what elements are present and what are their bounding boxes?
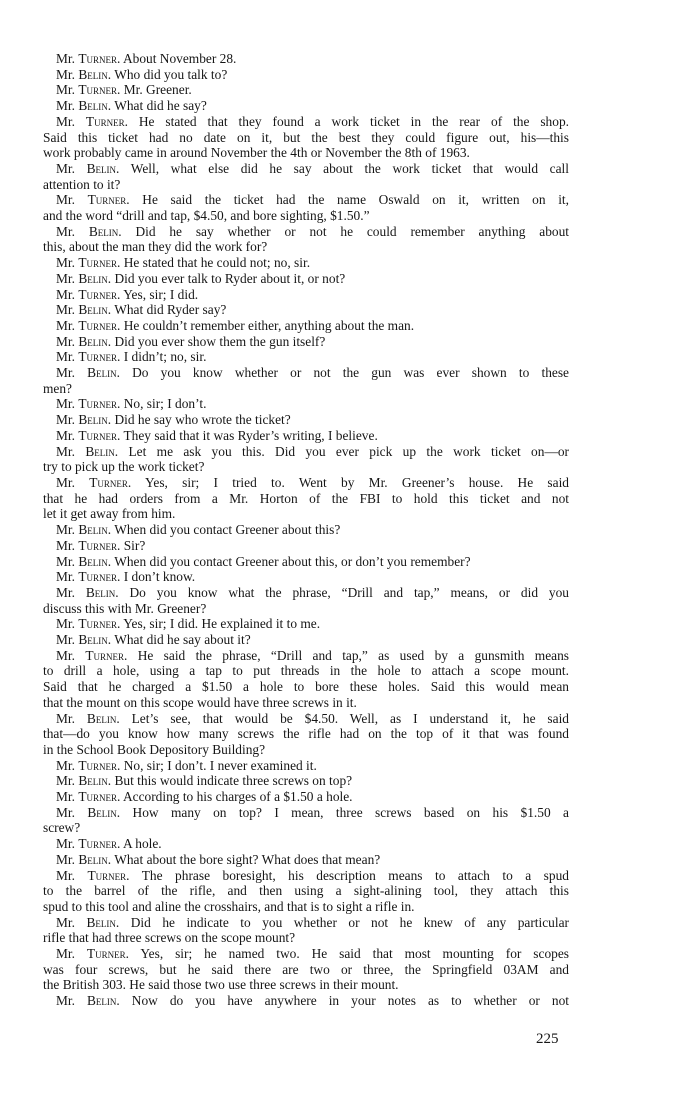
speaker-name: Turner. [78,286,121,302]
line-text: men? [43,380,72,396]
text-line [43,271,569,287]
speaker-paragraph [43,538,569,554]
text-line [43,648,569,664]
text-line [43,51,569,67]
speaker-paragraph [43,852,569,868]
text-line [43,742,569,758]
speaker-paragraph [43,993,569,1009]
speaker-name: Turner. [89,474,132,490]
speaker-name: Belin. [78,553,112,569]
line-text: What did he say about it? [114,632,251,648]
speaker-name: Turner. [78,569,121,585]
speaker-name: Turner. [78,396,121,412]
text-line [43,820,569,836]
speaker-paragraph [43,428,569,444]
text-line [43,538,569,554]
text-line [43,491,569,507]
speaker-honorific: Mr. [56,443,86,459]
text-line [43,145,569,161]
line-text: Said this ticket had no date on it, but the best they could figure out, his—this [43,129,569,145]
text-line [43,365,569,381]
speaker-honorific: Mr. [56,851,79,867]
text-line [43,726,569,742]
text-line [43,883,569,899]
speaker-paragraph [43,585,569,616]
text-line [43,632,569,648]
speaker-honorific: Mr. [56,396,79,412]
speaker-name: Turner. [78,757,121,773]
text-line [43,192,569,208]
line-text: He said the ticket had the name Oswald on it, written on it, [142,192,569,208]
speaker-paragraph [43,773,569,789]
speaker-honorific: Mr. [56,584,86,600]
line-text: He said the phrase, “Drill and tap,” as used by a gunsmith means [137,647,569,663]
text-line [43,663,569,679]
speaker-name: Turner. [78,82,121,98]
speaker-paragraph [43,302,569,318]
line-text: The phrase boresight, his description means to attach to a spud [141,867,569,883]
speaker-paragraph [43,836,569,852]
text-line [43,287,569,303]
speaker-honorific: Mr. [56,51,79,66]
speaker-name: Turner. [78,51,121,66]
text-line [43,224,569,240]
text-line [43,773,569,789]
text-line [43,396,569,412]
speaker-name: Belin. [78,522,112,538]
speaker-honorific: Mr. [56,270,79,286]
text-line [43,616,569,632]
speaker-name: Belin. [86,710,120,726]
line-text: spud to this tool and aline the crosshairs, and that is to sight a rifle in. [43,898,415,914]
text-line [43,459,569,475]
speaker-paragraph [43,318,569,334]
speaker-honorific: Mr. [56,773,79,789]
line-text: Did he say who wrote the ticket? [114,412,291,428]
text-line [43,177,569,193]
line-text: to drill a hole, using a tap to put threads in the hole to attach a scope mount. [43,663,569,679]
text-line [43,930,569,946]
speaker-honorific: Mr. [56,160,87,176]
speaker-paragraph [43,946,569,993]
text-line [43,789,569,805]
text-line [43,255,569,271]
text-line [43,836,569,852]
line-text: What did Ryder say? [114,302,227,318]
speaker-paragraph [43,334,569,350]
speaker-honorific: Mr. [56,82,79,98]
line-text: Let me ask you this. Did you ever pick up the work ticket on—or [128,443,569,459]
speaker-name: Belin. [86,160,120,176]
line-text: Let’s see, that would be $4.50. Well, as I understand it, he said [131,710,570,726]
line-text: Who did you talk to? [114,66,228,82]
speaker-name: Turner. [78,789,121,805]
line-text: How many on top? I mean, three screws based on his $1.50 a [132,804,569,820]
line-text: Did you ever talk to Ryder about it, or not? [114,270,346,286]
speaker-paragraph [43,287,569,303]
speaker-paragraph [43,632,569,648]
speaker-name: Belin. [78,773,112,789]
line-text: According to his charges of a $1.50 a hole. [122,789,353,805]
line-text: the British 303. He said those two use three screws in their mount. [43,977,399,993]
text-line [43,993,569,1009]
text-line [43,758,569,774]
speaker-name: Belin. [85,443,119,459]
speaker-name: Belin. [78,98,112,114]
line-text: What about the bore sight? What does that mean? [114,851,381,867]
speaker-name: Belin. [87,993,120,1009]
line-text: No, sir; I don’t. I never examined it. [123,757,317,773]
speaker-paragraph [43,868,569,915]
line-text: that he had orders from a Mr. Horton of the FBI to hold this ticket and not [43,490,569,506]
text-line [43,868,569,884]
speaker-honorific: Mr. [56,632,79,648]
text-line [43,412,569,428]
speaker-paragraph [43,412,569,428]
speaker-paragraph [43,255,569,271]
text-line [43,915,569,931]
text-line [43,82,569,98]
speaker-paragraph [43,711,569,758]
speaker-honorific: Mr. [56,537,79,553]
line-text: Yes, sir; he named two. He said that most mounting for scopes [140,946,570,962]
speaker-honorific: Mr. [56,757,79,773]
speaker-honorific: Mr. [56,349,79,365]
speaker-paragraph [43,648,569,711]
text-line [43,302,569,318]
speaker-honorific: Mr. [56,98,79,114]
speaker-honorific: Mr. [56,804,88,820]
speaker-paragraph [43,82,569,98]
speaker-honorific: Mr. [56,789,79,805]
speaker-name: Turner. [85,647,128,663]
line-text: in the School Book Depository Building? [43,741,266,757]
speaker-name: Belin. [78,851,112,867]
line-text: rifle that had three screws on the scope mount? [43,930,296,946]
speaker-paragraph [43,67,569,83]
line-text: Mr. Greener. [123,82,192,98]
line-text: A hole. [122,836,162,852]
speaker-name: Turner. [78,537,121,553]
speaker-name: Belin. [85,584,119,600]
text-line [43,208,569,224]
speaker-paragraph [43,915,569,946]
text-line [43,946,569,962]
text-line [43,962,569,978]
line-text: I don’t know. [123,569,196,585]
text-line [43,805,569,821]
line-text: Did he indicate to you whether or not he knew of any particular [130,914,570,930]
speaker-honorific: Mr. [56,710,87,726]
text-line [43,349,569,365]
text-line [43,601,569,617]
line-text: Did you ever show them the gun itself? [114,333,326,349]
text-line [43,114,569,130]
speaker-honorific: Mr. [56,867,88,883]
line-text: But this would indicate three screws on top? [114,773,353,789]
line-text: He stated that they found a work ticket in the rear of the shop. [138,113,569,129]
text-line [43,98,569,114]
speaker-honorific: Mr. [56,946,87,962]
speaker-honorific: Mr. [56,553,79,569]
page-number: 225 [536,1031,559,1047]
line-text: What did he say? [114,98,207,114]
line-text: Yes, sir; I did. He explained it to me. [123,616,321,632]
speaker-paragraph [43,271,569,287]
line-text: He couldn’t remember either, anything about the man. [123,317,415,333]
line-text: About November 28. [122,51,237,66]
line-text: and the word “drill and tap, $4.50, and bore sighting, $1.50.” [43,208,370,224]
text-line [43,381,569,397]
speaker-name: Belin. [86,914,120,930]
line-text: They said that it was Ryder’s writing, I believe. [123,427,378,443]
line-text: Sir? [123,537,146,553]
speaker-honorific: Mr. [56,993,87,1009]
line-text: Said that he charged a $1.50 a hole to bore these holes. Said this would mean [43,679,569,695]
text-line [43,679,569,695]
speaker-name: Turner. [78,317,121,333]
speaker-paragraph [43,51,569,67]
line-text: Yes, sir; I did. [123,286,199,302]
speaker-name: Belin. [78,302,112,318]
text-line [43,554,569,570]
speaker-name: Belin. [78,632,112,648]
speaker-honorific: Mr. [56,317,79,333]
speaker-honorific: Mr. [56,333,79,349]
text-line [43,852,569,868]
line-text: When did you contact Greener about this? [114,522,341,538]
line-text: was four screws, but he said there are two or three, the Springfield 03AM and [43,961,569,977]
text-line [43,334,569,350]
speaker-name: Turner. [85,113,128,129]
speaker-honorific: Mr. [56,616,79,632]
line-text: Do you know what the phrase, “Drill and tap,” means, or did you [129,584,569,600]
speaker-paragraph [43,475,569,522]
speaker-honorific: Mr. [56,302,79,318]
text-line [43,475,569,491]
speaker-honorific: Mr. [56,836,79,852]
line-text: try to pick up the work ticket? [43,459,205,475]
line-text: that—do you know how many screws the rifle had on the top of it that was found [43,726,569,742]
line-text: discuss this with Mr. Greener? [43,600,207,616]
text-line [43,318,569,334]
line-text: Yes, sir; I tried to. Went by Mr. Greener’s house. He said [145,474,569,490]
speaker-paragraph [43,444,569,475]
line-text: He stated that he could not; no, sir. [123,255,311,271]
text-line [43,569,569,585]
text-line [43,522,569,538]
line-text: this, about the man they did the work for? [43,239,268,255]
text-line [43,977,569,993]
speaker-paragraph [43,349,569,365]
text-line [43,695,569,711]
speaker-honorific: Mr. [56,522,79,538]
line-text: let it get away from him. [43,506,176,522]
speaker-paragraph [43,161,569,192]
line-text: work probably came in around November the 4th or November the 8th of 1963. [43,145,470,161]
speaker-paragraph [43,192,569,223]
speaker-honorific: Mr. [56,474,90,490]
text-line [43,130,569,146]
speaker-name: Belin. [78,270,112,286]
speaker-honorific: Mr. [56,914,87,930]
speaker-paragraph [43,805,569,836]
speaker-name: Turner. [86,946,129,962]
line-text: that the mount on this scope would have three screws in it. [43,694,357,710]
text-line [43,161,569,177]
line-text: No, sir; I don’t. [123,396,207,412]
speaker-honorific: Mr. [56,223,89,239]
speaker-name: Turner. [78,616,121,632]
speaker-honorific: Mr. [56,412,79,428]
speaker-name: Belin. [87,804,121,820]
line-text: I didn’t; no, sir. [123,349,207,365]
speaker-paragraph [43,365,569,396]
speaker-honorific: Mr. [56,192,88,208]
speaker-name: Belin. [87,365,120,381]
text-line [43,67,569,83]
speaker-name: Belin. [78,412,112,428]
speaker-paragraph [43,396,569,412]
speaker-paragraph [43,114,569,161]
line-text: screw? [43,820,81,836]
transcript-body [43,51,569,1009]
speaker-name: Turner. [78,349,121,365]
speaker-paragraph [43,522,569,538]
speaker-honorific: Mr. [56,255,79,271]
speaker-paragraph [43,758,569,774]
text-line [43,506,569,522]
text-line [43,585,569,601]
speaker-honorific: Mr. [56,569,79,585]
line-text: attention to it? [43,176,121,192]
speaker-paragraph [43,789,569,805]
line-text: When did you contact Greener about this, or don’t you remember? [114,553,471,569]
text-line [43,899,569,915]
speaker-name: Belin. [88,223,122,239]
speaker-honorific: Mr. [56,286,79,302]
speaker-honorific: Mr. [56,113,86,129]
text-line [43,239,569,255]
line-text: Do you know whether or not the gun was ever shown to these [132,365,570,381]
speaker-paragraph [43,569,569,585]
speaker-honorific: Mr. [56,365,88,381]
speaker-name: Belin. [78,333,112,349]
speaker-honorific: Mr. [56,647,86,663]
text-line [43,444,569,460]
speaker-name: Turner. [87,192,130,208]
speaker-name: Turner. [87,867,130,883]
speaker-name: Turner. [78,427,121,443]
speaker-name: Turner. [78,255,121,271]
speaker-name: Turner. [78,836,121,852]
speaker-paragraph [43,554,569,570]
line-text: Did he say whether or not he could remember anything about [135,223,569,239]
text-line [43,711,569,727]
speaker-paragraph [43,224,569,255]
speaker-paragraph [43,616,569,632]
speaker-paragraph [43,98,569,114]
speaker-honorific: Mr. [56,66,79,82]
speaker-name: Belin. [78,66,112,82]
text-line [43,428,569,444]
line-text: Now do you have anywhere in your notes as to whether or not [131,993,569,1009]
line-text: to the barrel of the rifle, and then using a sight-alining tool, they attach this [43,883,569,899]
speaker-honorific: Mr. [56,427,79,443]
line-text: Well, what else did he say about the work ticket that would call [130,160,570,176]
